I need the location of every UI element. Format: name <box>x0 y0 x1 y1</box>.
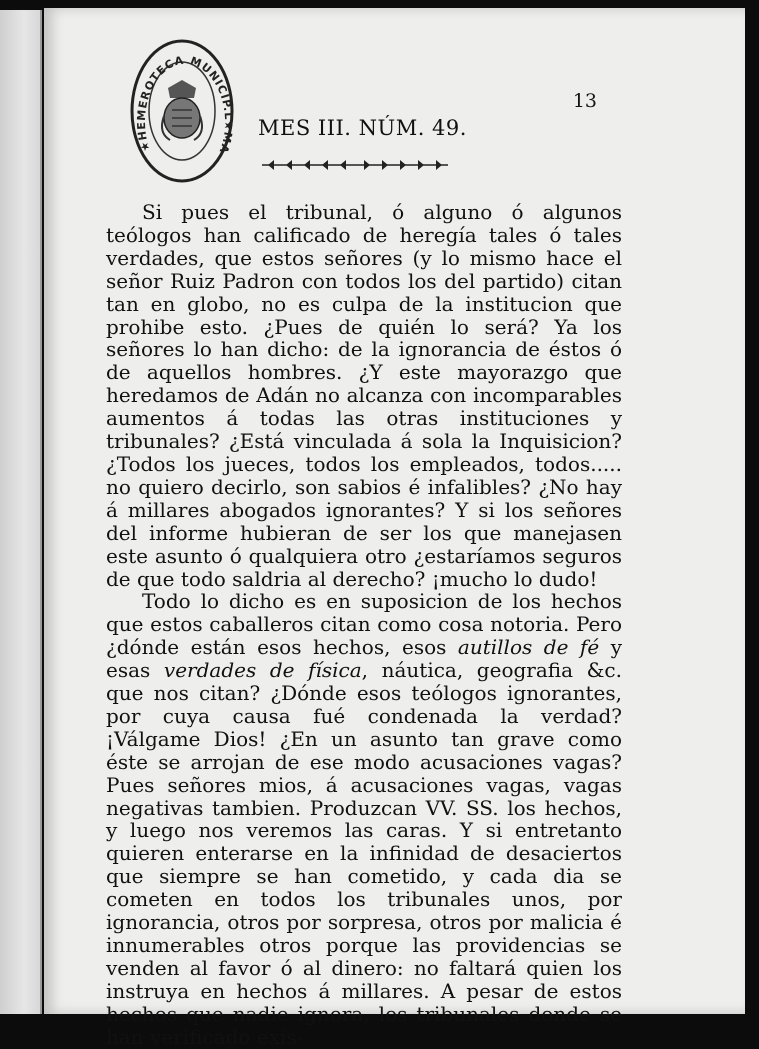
issue-title: MES III. NÚM. 49. <box>258 116 467 140</box>
italic-phrase-verdades: verdades de física <box>163 658 362 683</box>
body-text <box>106 201 622 1049</box>
ornamental-divider <box>262 158 448 172</box>
stamp-label: ★HEMEROTECA MUNICIP.L★MA <box>134 53 236 156</box>
scanned-page <box>44 8 745 1049</box>
paragraph-2-part-a: Todo lo dicho es en suposicion de los hechos que estos caballeros citan como cosa notoria. Pero ¿dónde están esos hechos, esos <box>106 589 622 660</box>
paragraph-2-part-b: y esas <box>106 635 622 683</box>
italic-phrase-autillos: autillos de fé <box>457 635 600 660</box>
previous-page-edge <box>0 10 42 1014</box>
paragraph-2 <box>106 590 622 1048</box>
library-stamp <box>128 38 236 184</box>
page-number: 13 <box>572 90 597 112</box>
paragraph-2-part-c: , náutica, geografia &c. que nos citan? ¿Dónde esos teólogos ignorantes, por cuya causa fué condenada la verdad? ¡Válgame Dios! ¿En un asunto tan grave como éste se arrojan de ese modo acusaciones vagas? Pues señores mios, á acusaciones vagas, vagas negativas tambien. Produzcan VV. SS. los hechos, y luego nos veremos las caras. Y si entretanto quieren enterarse en la infinidad de desaciertos que siempre se han cometido, y cada dia se cometen en todos los tribunales unos, por ignorancia, otros por sorpresa, otros por malicia é innumerables otros porque las providencias se venden al favor ó al dinero: no faltará quien los instruya en hechos á millares. A pesar de estos hechos que nadie ignora, los tribunales donde se han verificado exis- <box>106 658 622 1049</box>
library-stamp-icon <box>128 38 236 184</box>
paragraph-1: Si pues el tribunal, ó alguno ó algunos teólogos han calificado de heregía tales ó tales verdades, que estos señores (y lo mismo hace el señor Ruiz Padron con todos los del partido) citan tan en globo, no es culpa de la institucion que prohibe esto. ¿Pues de quién lo será? Ya los señores lo han dicho: de la ignorancia de éstos ó de aquellos hombres. ¿Y este mayorazgo que heredamos de Adán no alcanza con incomparables aumentos á todas las otras instituciones y tribunales? ¿Está vinculada á sola la Inquisicion? ¿Todos los jueces, todos los empleados, todos..... no quiero decirlo, son sabios é infalibles? ¿No hay á millares abogados ignorantes? Y si los señores del informe hubieran de ser los que manejasen este asunto ó qualquiera otro ¿estaríamos seguros de que todo saldria al derecho? ¡mucho lo dudo! <box>106 200 622 591</box>
